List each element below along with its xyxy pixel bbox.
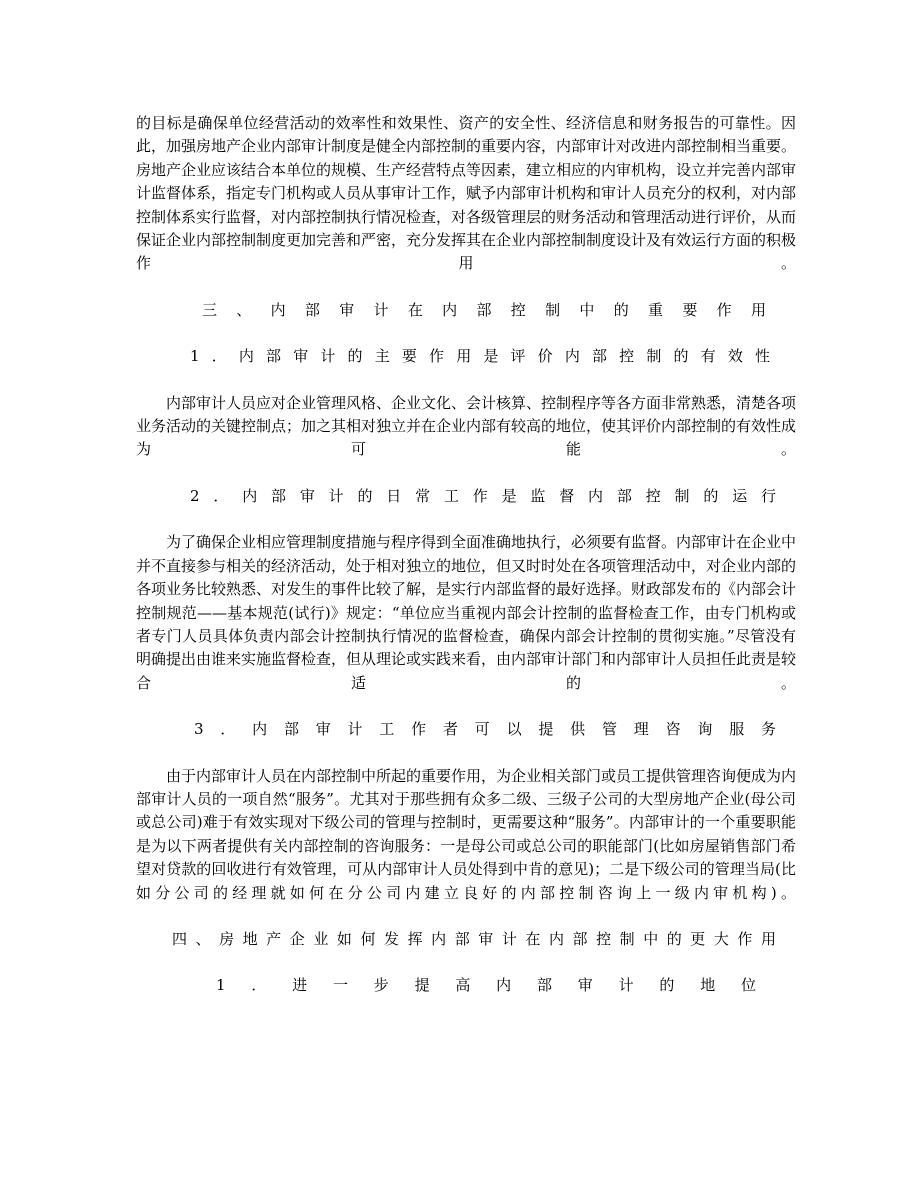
spacer	[136, 322, 796, 345]
spacer	[136, 695, 796, 718]
section-heading-3: 三、内部审计在内部控制中的重要作用	[202, 300, 766, 319]
spacer	[136, 905, 796, 928]
section-heading-4: 四、房地产企业如何发挥内部审计在内部控制中的更大作用	[172, 929, 776, 948]
paragraph-3-1: 内部审计人员应对企业管理风格、企业文化、会计核算、控制程序等各方面非常熟悉，清楚各项业务活动的关键控制点；加之其相对独立并在企业内部有较高的地位，使其评价内部控制的有效性成为可能。	[136, 393, 797, 459]
document-page	[136, 112, 796, 998]
spacer	[136, 951, 796, 974]
spacer	[136, 462, 796, 485]
subheading-4-1: 1．进一步提高内部审计的地位	[216, 976, 756, 995]
subheading-3-1: 1．内部审计的主要作用是评价内部控制的有效性	[190, 347, 770, 366]
spacer	[136, 742, 796, 765]
spacer	[136, 276, 796, 299]
subheading-3-2: 2．内部审计的日常工作是监督内部控制的运行	[190, 486, 776, 505]
paragraph-3-2: 为了确保企业相应管理制度措施与程序得到全面准确地执行，必须要有监督。内部审计在企业中并不直接参与相关的经济活动，处于相对独立的地位，但又时时处在各项管理活动中，对企业内部的各项业务比较熟悉、对发生的事件比较了解，是实行内部监督的最好选择。财政部发布的《内部会计控制规范——基本规范(试行)》规定：“单位应当重视内部会计控制的监督检查工作，由专门机构或者专门人员具体负责内部会计控制执行情况的监督检查，确保内部会计控制的贯彻实施。”尽管没有明确提出由谁来实施监督检查，但从理论或实践来看，由内部审计部门和内部审计人员担任此责是较合适的。	[136, 533, 797, 692]
paragraph-intro: 的目标是确保单位经营活动的效率性和效果性、资产的安全性、经济信息和财务报告的可靠性。因此，加强房地产企业内部审计制度是健全内部控制的重要内容，内部审计对改进内部控制相当重要。房地产企业应该结合本单位的规模、生产经营特点等因素，建立相应的内审机构，设立并完善内部审计监督体系，指定专门机构或人员从事审计工作，赋予内部审计机构和审计人员充分的权利，对内部控制体系实行监督，对内部控制执行情况检查，对各级管理层的财务活动和管理活动进行评价，从而保证企业内部控制制度更加完善和严密，充分发挥其在企业内部控制制度设计及有效运行方面的积极作用。	[136, 114, 797, 273]
subheading-3-3: 3．内部审计工作者可以提供管理咨询服务	[194, 720, 776, 739]
spacer	[136, 508, 796, 531]
spacer	[136, 369, 796, 392]
paragraph-3-3: 由于内部审计人员在内部控制中所起的重要作用，为企业相关部门或员工提供管理咨询便成为内部审计人员的一项自然“服务”。尤其对于那些拥有众多二级、三级子公司的大型房地产企业(母公司或总公司)难于有效实现对下级公司的管理与控制时，更需要这种“服务”。内部审计的一个重要职能是为以下两者提供有关内部控制的咨询服务：一是母公司或总公司的职能部门(比如房屋销售部门希望对贷款的回收进行有效管理，可从内部审计人员处得到中肯的意见)；二是下级公司的管理当局(比如分公司的经理就如何在分公司内建立良好的内部控制咨询上一级内审机构)。	[136, 766, 797, 902]
